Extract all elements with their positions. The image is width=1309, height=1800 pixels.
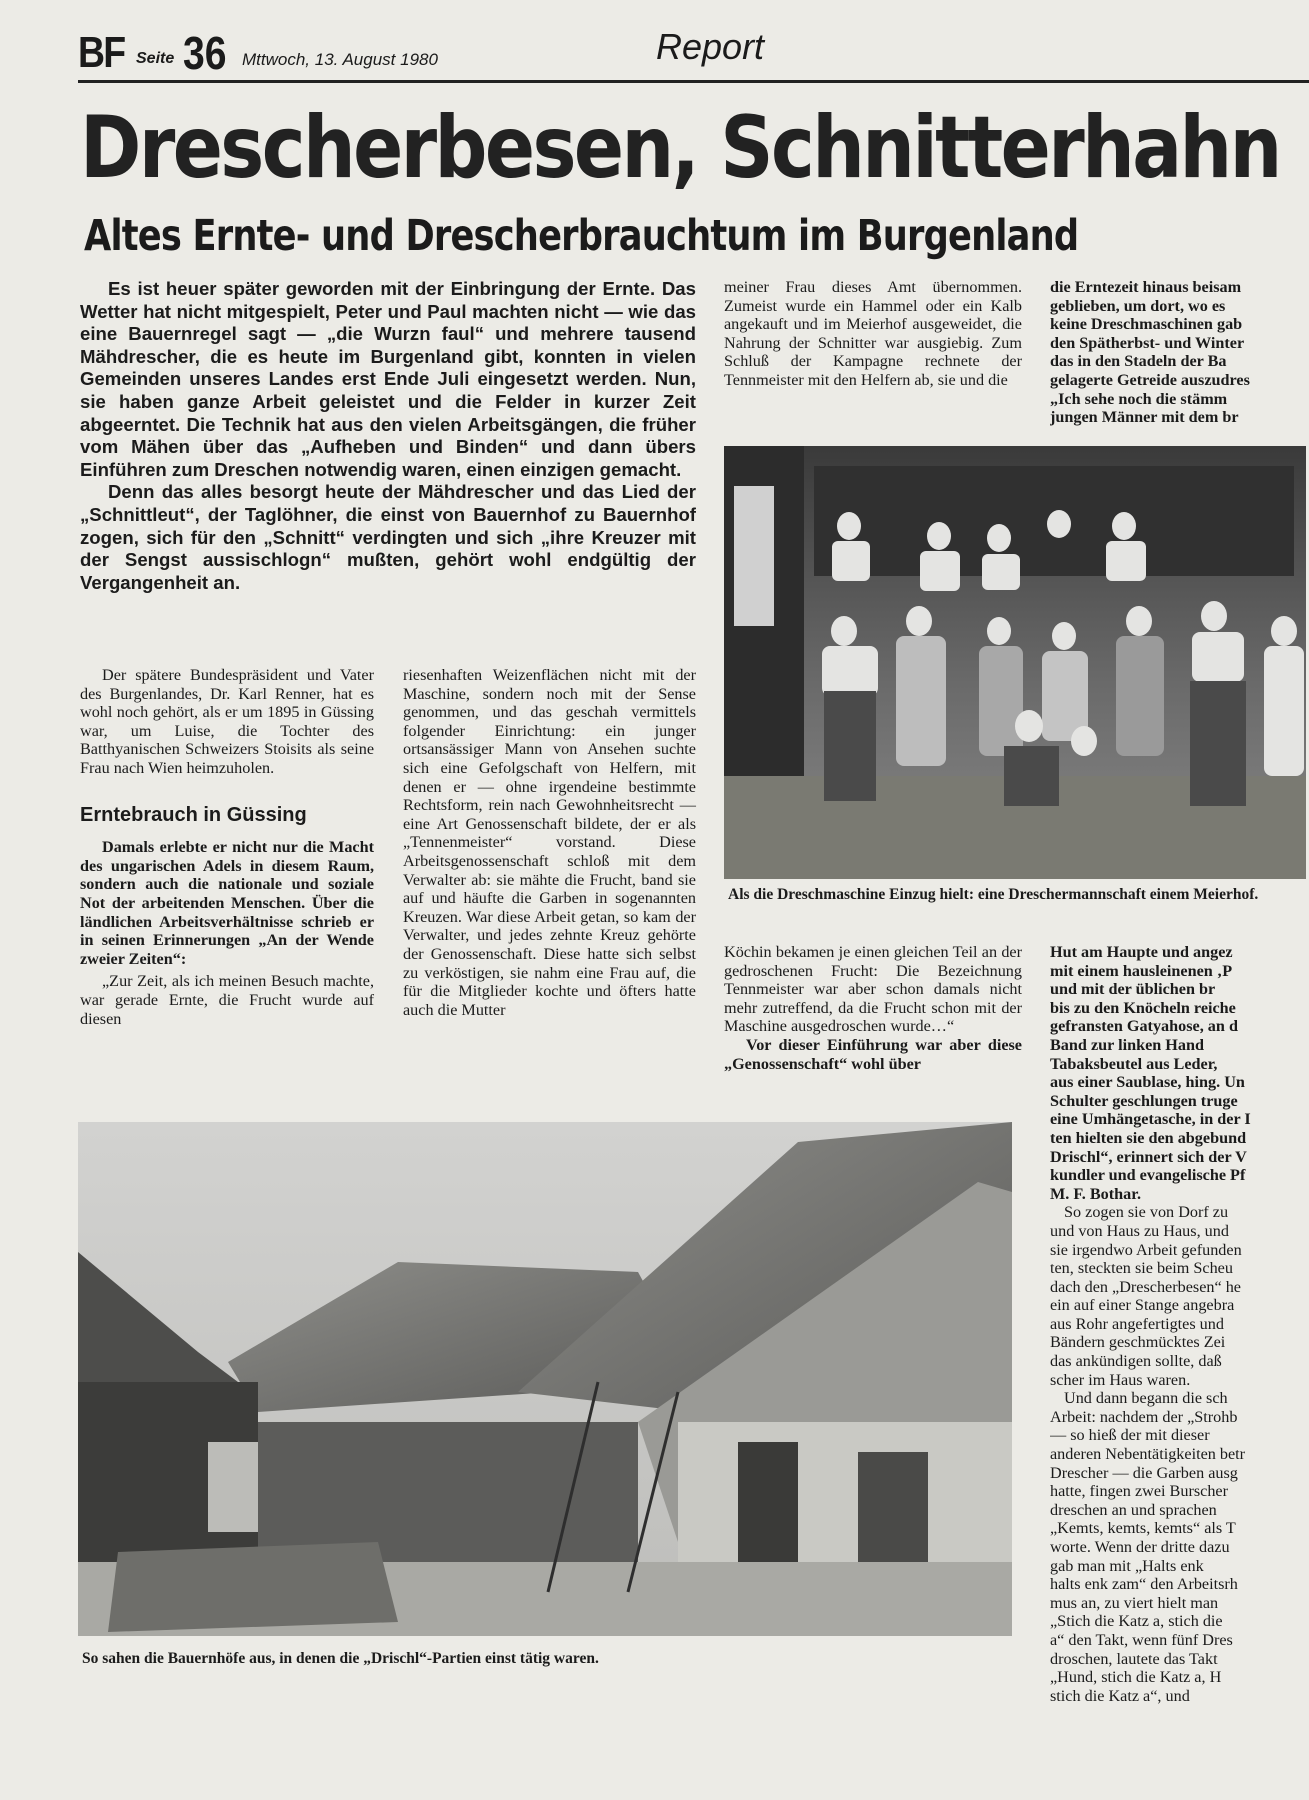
text-line: Und dann begann die sch: [1064, 1389, 1228, 1408]
text-line: bis zu den Knöcheln reiche: [1050, 998, 1236, 1017]
section-subhead: Erntebrauch in Güssing: [80, 803, 307, 826]
text-line: sie irgendwo Arbeit gefunden: [1050, 1240, 1242, 1259]
text-line: droschen, lautete das Takt: [1050, 1649, 1218, 1668]
text-line: eine Umhängetasche, in der I: [1050, 1110, 1251, 1129]
text-line: gab man mit „Halts enk: [1050, 1556, 1204, 1575]
lead-paragraph: Denn das alles besorgt heute der Mähdrescher und das Lied der „Schnittleut“, der Taglöhner, die einst von Bauernhof zu Bauernhof zogen, sich für den „Schnitt“ verdingten und sich „ihre Kreuzer mit der Sengst aussischlogn“ mußten, gehört wohl endgültig der Vergangenheit an.: [80, 481, 696, 593]
article-paragraph: meiner Frau dieses Amt übernommen. Zumeist wurde ein Hammel oder ein Kalb angekauft und im Meierhof ausgeweidet, die Nahrung der Schnitter war ausgiebig. Zum Schluß der Kampagne rechnete der Tennmeister mit den Helfern ab, sie und die: [724, 278, 1022, 389]
text-line: hatte, fingen zwei Burscher: [1050, 1482, 1228, 1501]
text-line: Schulter geschlungen truge: [1050, 1091, 1238, 1110]
text-line: scher im Haus waren.: [1050, 1370, 1191, 1389]
header-rule: [78, 80, 1309, 83]
text-line: keine Dreschmaschinen gab: [1050, 315, 1243, 334]
text-line: Arbeit: nachdem der „Strohb: [1050, 1407, 1238, 1426]
publication-logo: BF: [78, 28, 125, 77]
text-line: ten, steckten sie beim Scheu: [1050, 1259, 1233, 1278]
column-4-bottom: [1050, 943, 1306, 1705]
text-line: dach den „Drescherbesen“ he: [1050, 1277, 1241, 1296]
text-line: M. F. Bothar.: [1050, 1184, 1141, 1203]
text-line: ten hielten sie den abgebund: [1050, 1128, 1247, 1147]
text-line: gefransten Gatyahose, an d: [1050, 1017, 1238, 1036]
text-line: halts enk zam“ den Arbeitsrh: [1050, 1575, 1238, 1594]
text-line: aus Rohr angefertigtes und: [1050, 1314, 1224, 1333]
article-paragraph: Vor dieser Einführung war aber diese „Genossenschaft“ wohl über: [724, 1035, 1022, 1073]
text-line: mus an, zu viert hielt man: [1050, 1593, 1219, 1612]
article-paragraph: Der spätere Bundespräsident und Vater des Burgenlandes, Dr. Karl Renner, hat es wohl noch gehört, als er um 1895 in Güssing war, um Luise, die Tochter des Batthyanischen Schweizers Stoisits als seine Frau nach Wien heimzuholen.: [80, 666, 374, 777]
text-line: aus einer Saublase, hing. Un: [1050, 1073, 1245, 1092]
subheadline: Altes Ernte- und Drescherbrauchtum im Burgenland: [84, 211, 1079, 261]
column-3-bottom: [724, 943, 1022, 1073]
page-number: 36: [183, 27, 227, 79]
issue-date: Mttwoch, 13. August 1980: [242, 50, 438, 69]
text-line: gelagerte Getreide auszudres: [1050, 370, 1250, 389]
article-paragraph: riesenhaften Weizenflächen nicht mit der Maschine, sondern noch mit der Sense genommen, und das geschah vermittels folgender Einrichtung: ein junger ortsansässiger Mann von Ansehen suchte sich eine Gefolgschaft von Helfern, mit denen er — ohne irgendeine bestimmte Rechtsform, rein nach Gewohnheitsrecht — eine Art Genossenschaft bildete, der er als „Tennenmeister“ vorstand. Diese Arbeitsgenossenschaft schloß mit dem Verwalter ab: sie mähte die Frucht, band sie auf und häufte die Garben in sogenannten Kreuzen. War diese Arbeit getan, so kam der Verwalter, und jedes zehnte Kreuz gehörte der Genossenschaft. Diese hatte sich selbst zu verköstigen, sie nahm eine Frau auf, die für die Mitglieder kochte und öfters hatte auch die Mutter: [403, 666, 696, 1019]
photo-caption: Als die Dreschmaschine Einzug hielt: eine Dreschermannschaft einem Meierhof.: [728, 886, 1259, 903]
text-line: ein auf einer Stange angebra: [1050, 1296, 1235, 1315]
headline: Drescherbesen, Schnitterhahn: [80, 98, 1280, 198]
text-line: Hut am Haupte und angez: [1050, 943, 1233, 961]
text-line: den Spätherbst- und Winter: [1050, 333, 1245, 352]
text-line: „Hund, stich die Katz a, H: [1050, 1668, 1222, 1687]
text-line: „Stich die Katz a, stich die: [1050, 1612, 1223, 1631]
column-2: [403, 666, 696, 1019]
text-line: geblieben, um dort, wo es: [1050, 296, 1226, 315]
text-line: a“ den Takt, wenn fünf Dres: [1050, 1630, 1233, 1649]
text-line: dreschen an und sprachen: [1050, 1500, 1217, 1519]
farmyard-photo: [78, 1122, 1012, 1636]
text-line: „Kemts, kemts, kemts“ als T: [1050, 1519, 1236, 1538]
text-line: Band zur linken Hand: [1050, 1035, 1204, 1054]
text-line: jungen Männer mit dem br: [1050, 408, 1239, 427]
text-line: — so hieß der mit dieser: [1050, 1426, 1210, 1445]
text-line: worte. Wenn der dritte dazu: [1050, 1538, 1230, 1556]
lead-text: [80, 278, 696, 594]
column-4-top: [1050, 278, 1306, 427]
text-line: anderen Nebentätigkeiten betr: [1050, 1445, 1246, 1464]
lead-paragraph: Es ist heuer später geworden mit der Einbringung der Ernte. Das Wetter hat nicht mitgespielt, Peter und Paul machten nicht — wie das eine Bauernregel sagt — „die Wurzn faul“ und mehrere tausend Mähdrescher, die es heute im Burgenland gibt, konnten in vielen Gemeinden unseres Landes erst Ende Juli eingesetzt werden. Nun, sie haben ganze Arbeit geleistet und die Felder in kurzer Zeit abgeerntet. Die Technik hat aus den vielen Arbeitsgängen, die früher vom Mähen über das „Aufheben und Binden“ und dann übers Einführen zum Dreschen notwendig waren, einen einzigen gemacht.: [80, 278, 696, 480]
text-line: und mit der üblichen br: [1050, 980, 1216, 999]
text-line: So zogen sie von Dorf zu: [1064, 1203, 1229, 1222]
photo-caption: So sahen die Bauernhöfe aus, in denen die „Drischl“-Partien einst tätig waren.: [82, 1650, 599, 1667]
text-line: Drischl“, erinnert sich der V: [1050, 1147, 1247, 1166]
page-label: Seite: [136, 50, 175, 67]
column-3-top: [724, 278, 1022, 390]
article-paragraph: „Zur Zeit, als ich meinen Besuch machte, war gerade Ernte, die Frucht wurde auf diesen: [80, 972, 374, 1028]
text-line: Bändern geschmücktes Zei: [1050, 1333, 1226, 1352]
text-line: und von Haus zu Haus, und: [1050, 1221, 1229, 1240]
text-line: Drescher — die Garben ausg: [1050, 1463, 1238, 1482]
column-1: [80, 666, 374, 1028]
section-name: Report: [656, 26, 765, 67]
text-line: das ankündigen sollte, daß: [1050, 1352, 1222, 1371]
text-line: mit einem hausleinenen ‚P: [1050, 961, 1233, 980]
article-paragraph: Köchin bekamen je einen gleichen Teil an der gedroschenen Frucht: Die Bezeichnung Tennmeister war aber schon damals nicht mehr zutreffend, da die Frucht schon mit der Maschine ausgedroschen wurde…“: [724, 943, 1022, 1036]
text-line: das in den Stadeln der Ba: [1050, 352, 1227, 371]
text-line: stich die Katz a“, und: [1050, 1686, 1190, 1705]
threshing-crew-photo: [724, 446, 1306, 879]
text-line: „Ich sehe noch die stämm: [1050, 389, 1228, 408]
text-line: die Erntezeit hinaus beisam: [1050, 278, 1242, 296]
article-paragraph: Damals erlebte er nicht nur die Macht des ungarischen Adels in diesem Raum, sondern auch die nationale und soziale Not der arbeitenden Menschen. Über die ländlichen Arbeitsverhältnisse schrieb er in seinen Erinnerungen „An der Wende zweier Zeiten“:: [80, 838, 374, 968]
text-line: Tabaksbeutel aus Leder,: [1050, 1054, 1218, 1073]
text-line: kundler und evangelische Pf: [1050, 1166, 1246, 1185]
